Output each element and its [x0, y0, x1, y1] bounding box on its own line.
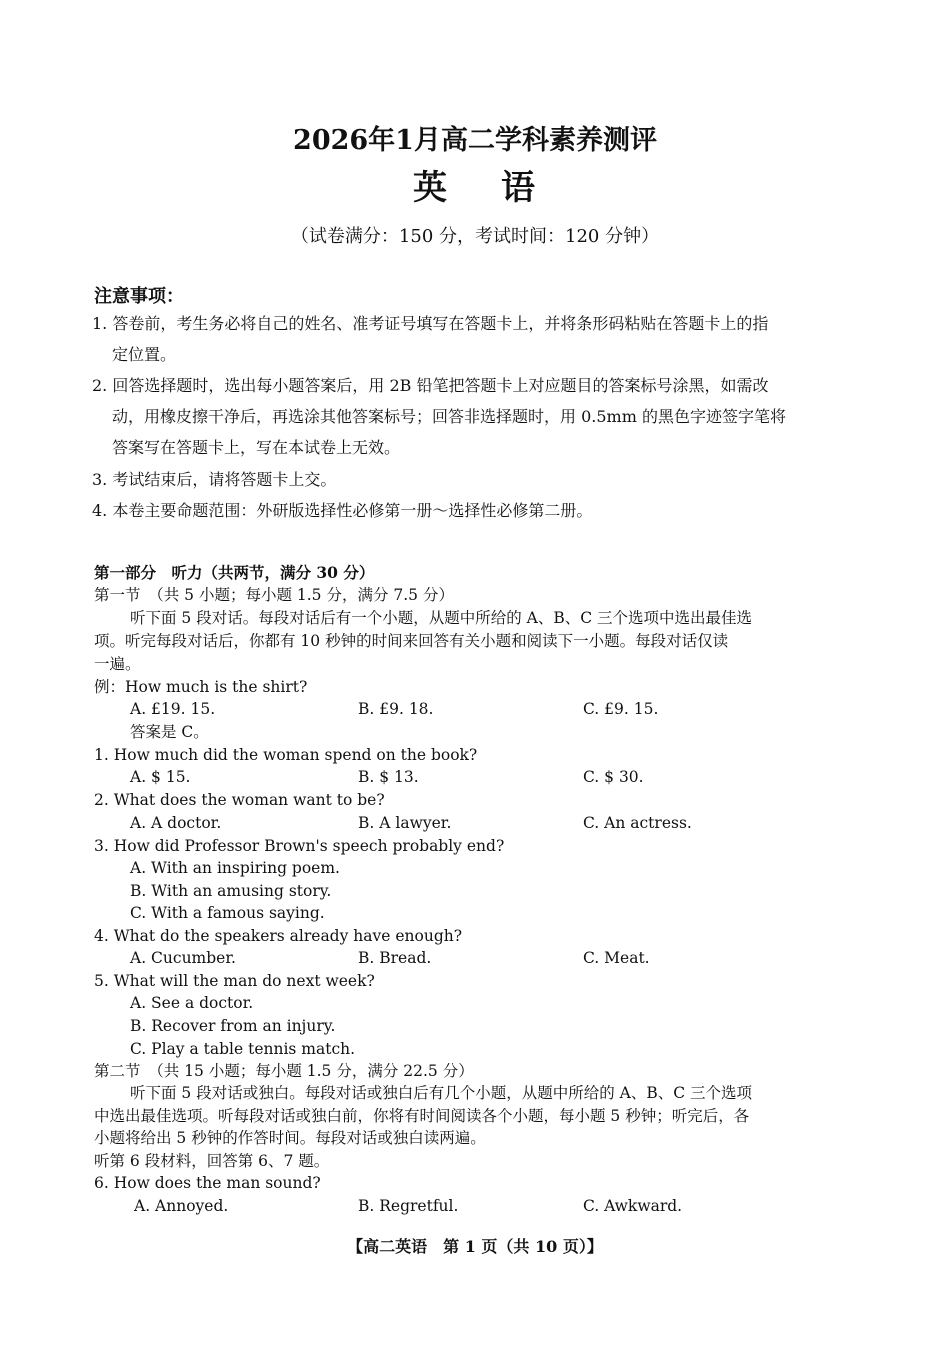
q3-option-c: C. With a famous saying.	[130, 904, 325, 922]
question-1: 1. How much did the woman spend on the book?	[94, 746, 478, 764]
notice-line: 1. 答卷前，考生务必将自己的姓名、准考证号填写在答题卡上，并将条形码粘贴在答题卡上的指	[92, 314, 769, 333]
example-question: 例：How much is the shirt?	[94, 678, 308, 696]
question-6: 6. How does the man sound?	[94, 1174, 321, 1192]
q2-option-b: B. A lawyer.	[358, 814, 452, 832]
q4-option-c: C. Meat.	[583, 949, 650, 967]
q5-option-a: A. See a doctor.	[130, 994, 254, 1012]
question-3: 3. How did Professor Brown's speech probably end?	[94, 837, 505, 855]
q1-option-a: A. $ 15.	[130, 768, 191, 786]
q3-option-a: A. With an inspiring poem.	[130, 859, 340, 877]
q6-option-c: C. Awkward.	[583, 1197, 683, 1215]
q2-option-c: C. An actress.	[583, 814, 692, 832]
q2-option-a: A. A doctor.	[130, 814, 222, 832]
instruction-line: 项。听完每段对话后，你都有 10 秒钟的时间来回答有关小题和阅读下一小题。每段对话仅读	[94, 632, 729, 650]
subject-title	[0, 160, 950, 209]
q1-option-c: C. $ 30.	[583, 768, 644, 786]
notice-line: 3. 考试结束后，请将答题卡上交。	[92, 470, 337, 489]
instruction-line: 小题将给出 5 秒钟的作答时间。每段对话或独白读两遍。	[94, 1129, 486, 1147]
part-heading: 第一部分 听力（共两节，满分 30 分）	[94, 563, 375, 582]
question-5: 5. What will the man do next week?	[94, 972, 375, 990]
notice-line: 动，用橡皮擦干净后，再选涂其他答案标号；回答非选择题时，用 0.5mm 的黑色字迹签字笔将	[112, 407, 786, 426]
notice-line: 2. 回答选择题时，选出每小题答案后，用 2B 铅笔把答题卡上对应题目的答案标号涂黑，如需改	[92, 376, 769, 395]
q6-option-b: B. Regretful.	[358, 1197, 459, 1215]
question-4: 4. What do the speakers already have enough?	[94, 927, 463, 945]
q5-option-c: C. Play a table tennis match.	[130, 1040, 356, 1058]
q4-option-b: B. Bread.	[358, 949, 432, 967]
q6-option-a: A. Annoyed.	[134, 1197, 229, 1215]
notice-line: 定位置。	[112, 345, 177, 364]
section-heading: 第二节 （共 15 小题；每小题 1.5 分，满分 22.5 分）	[94, 1062, 474, 1080]
example-option-a: A. £19. 15.	[130, 700, 216, 718]
page-footer: 【高二英语 第 1 页（共 10 页）】	[347, 1237, 603, 1256]
section-heading: 第一节 （共 5 小题；每小题 1.5 分，满分 7.5 分）	[94, 586, 454, 604]
example-option-b: B. £9. 18.	[358, 700, 434, 718]
instruction-line: 一遍。	[94, 655, 141, 673]
instruction-line: 听下面 5 段对话或独白。每段对话或独白后有几个小题，从题中所给的 A、B、C 三个选项	[130, 1084, 753, 1102]
notice-line: 4. 本卷主要命题范围：外研版选择性必修第一册～选择性必修第二册。	[92, 501, 593, 520]
q1-option-b: B. $ 13.	[358, 768, 419, 786]
instruction-line: 听第 6 段材料，回答第 6、7 题。	[94, 1152, 330, 1170]
subject-char-2: 语	[501, 168, 537, 208]
subject-char-1: 英	[413, 168, 449, 208]
instruction-line: 听下面 5 段对话。每段对话后有一个小题，从题中所给的 A、B、C 三个选项中选出最佳选	[130, 609, 753, 627]
q5-option-b: B. Recover from an injury.	[130, 1017, 336, 1035]
notice-heading: 注意事项：	[94, 286, 184, 307]
question-2: 2. What does the woman want to be?	[94, 791, 385, 809]
instruction-line: 中选出最佳选项。听每段对话或独白前，你将有时间阅读各个小题，每小题 5 秒钟；听完后，各	[94, 1107, 750, 1125]
exam-title: 2026年1月高二学科素养测评	[293, 125, 657, 156]
q3-option-b: B. With an amusing story.	[130, 882, 332, 900]
exam-info: （试卷满分：150 分，考试时间：120 分钟）	[290, 226, 660, 247]
example-option-c: C. £9. 15.	[583, 700, 659, 718]
notice-line: 答案写在答题卡上，写在本试卷上无效。	[112, 438, 401, 457]
q4-option-a: A. Cucumber.	[130, 949, 236, 967]
example-answer: 答案是 C。	[130, 723, 209, 741]
